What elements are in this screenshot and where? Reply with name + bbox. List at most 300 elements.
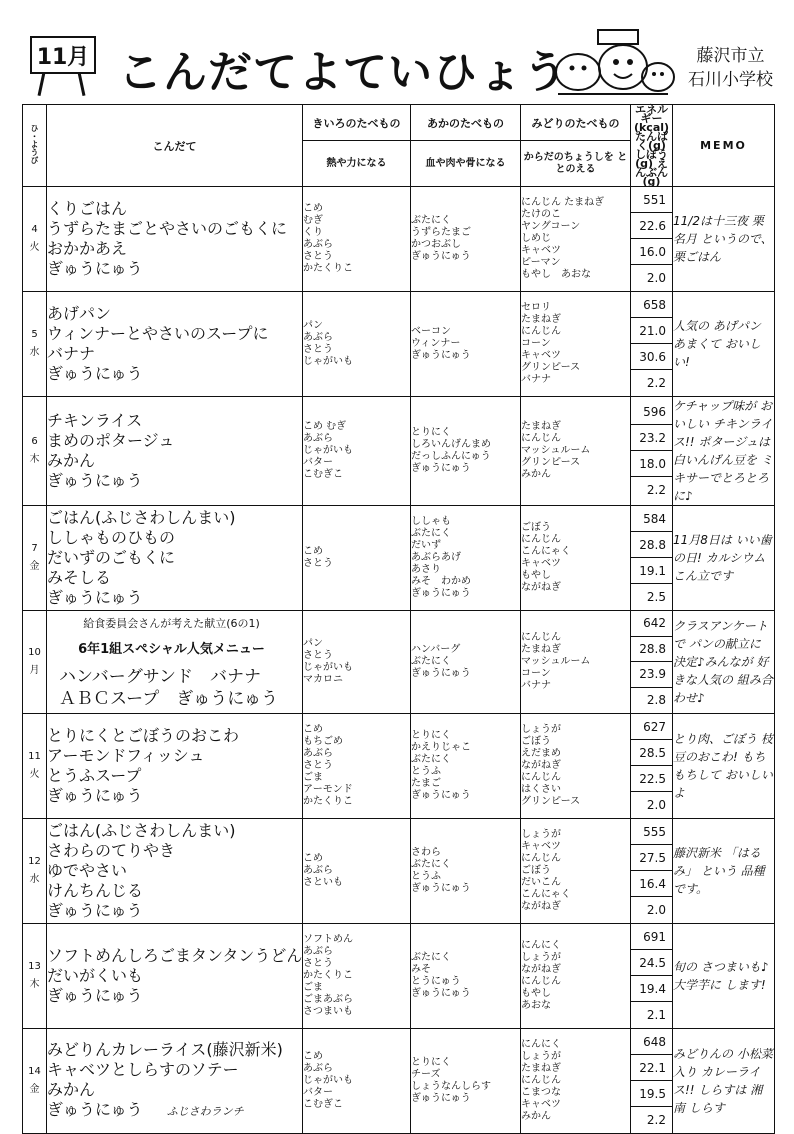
date-number: 14 bbox=[28, 1066, 41, 1077]
dish-name: ＡＢＣスープ ぎゅうにゅう bbox=[59, 689, 278, 709]
dish-note: ふじさわランチ bbox=[166, 1105, 244, 1118]
food-item: ごぼう bbox=[521, 865, 551, 876]
food-item: にんじん bbox=[521, 632, 561, 643]
nutrition-value: 2.1 bbox=[646, 1008, 666, 1022]
food-item: ハンバーグ bbox=[411, 644, 461, 655]
page-header bbox=[0, 0, 794, 104]
date-number: 10 bbox=[28, 647, 41, 658]
food-item: にんにく bbox=[521, 1039, 561, 1050]
dish-cell bbox=[47, 819, 303, 924]
dish-name: くりごはん bbox=[47, 199, 128, 218]
yellow-food-cell bbox=[303, 924, 411, 1029]
weekday: 木 bbox=[29, 979, 40, 990]
food-item: にんにく bbox=[521, 940, 561, 951]
food-item: ソフトめん bbox=[303, 934, 353, 945]
food-item: にんじん bbox=[521, 534, 561, 545]
memo-text: みどりんの 小松菜入り カレーライス!! しらすは 湘南 しらす bbox=[673, 1047, 773, 1115]
food-item: キャベツ bbox=[521, 558, 561, 569]
food-item: グリンピース bbox=[521, 796, 581, 807]
memo-text: 旬の さつまいも♪ 大学芋に します! bbox=[673, 960, 769, 992]
food-item: セロリ bbox=[521, 302, 551, 313]
green-food-cell bbox=[521, 397, 631, 506]
nutrition-value: 19.5 bbox=[631, 1081, 672, 1107]
nutrition-value: 16.0 bbox=[631, 239, 672, 265]
food-item: ごまあぶら bbox=[303, 994, 353, 1005]
food-item: キャベツ bbox=[521, 245, 561, 256]
food-item: たまねぎ bbox=[521, 421, 561, 432]
food-item: さとう bbox=[303, 650, 333, 661]
nutrition-value: 627 bbox=[631, 714, 672, 740]
food-item: ししゃも bbox=[411, 516, 451, 527]
month-label: 11月 bbox=[30, 36, 96, 74]
food-item: じゃがいも bbox=[303, 662, 353, 673]
easel-leg-icon bbox=[78, 72, 86, 96]
school-name: 藤沢市立 石川小学校 bbox=[688, 46, 773, 90]
food-item: あぶら bbox=[303, 748, 333, 759]
food-item: こむぎこ bbox=[303, 469, 343, 480]
food-item: うずらたまご bbox=[411, 227, 471, 238]
menu-row bbox=[23, 611, 775, 714]
nutrition-cell bbox=[631, 611, 673, 714]
day-cell bbox=[23, 1029, 47, 1134]
food-item: しめじ bbox=[521, 233, 551, 244]
green-food-cell bbox=[521, 714, 631, 819]
food-item: ごぼう bbox=[521, 522, 551, 533]
food-item: にんじん bbox=[521, 772, 561, 783]
food-item: さとう bbox=[303, 558, 333, 569]
nutrition-value: 23.9 bbox=[631, 662, 672, 688]
food-item: しょうが bbox=[521, 724, 561, 735]
nutrition-cell bbox=[631, 187, 673, 292]
dish-name: ぎゅうにゅう bbox=[47, 986, 143, 1005]
food-item: にんじん たまねぎ bbox=[521, 197, 605, 208]
dish-name: あげパン bbox=[47, 304, 112, 323]
memo-text: 人気の あげパン あまくて おいしい! bbox=[673, 319, 761, 369]
food-item: ぶたにく bbox=[411, 754, 451, 765]
green-food-cell bbox=[521, 611, 631, 714]
dish-name: ししゃものひもの bbox=[47, 528, 176, 547]
food-item: さとう bbox=[303, 344, 333, 355]
nutrition-value: 22.6 bbox=[631, 213, 672, 239]
food-item: もやし あおな bbox=[521, 269, 591, 280]
memo-cell bbox=[673, 506, 775, 611]
food-item: もやし bbox=[521, 570, 551, 581]
food-item: たまねぎ bbox=[521, 314, 561, 325]
special-menu-title: 6年1組スペシャル人気メニュー bbox=[78, 642, 265, 657]
food-item: たけのこ bbox=[521, 209, 561, 220]
red-food-cell bbox=[411, 819, 521, 924]
food-item: こまつな bbox=[521, 1087, 561, 1098]
food-item: にんじん bbox=[521, 1075, 561, 1086]
food-item: じゃがいも bbox=[303, 1075, 353, 1086]
food-item: ごぼう bbox=[521, 736, 551, 747]
food-item: チーズ bbox=[411, 1069, 441, 1080]
memo-text: 藤沢新米 「はるみ」 という 品種です。 bbox=[673, 846, 765, 896]
food-item: かたくりこ bbox=[303, 970, 353, 981]
dish-cell bbox=[47, 611, 303, 714]
yellow-food-cell bbox=[303, 187, 411, 292]
day-column-header: ひ・ようび bbox=[23, 105, 47, 187]
food-item: あぶら bbox=[303, 433, 333, 444]
yellow-food-cell bbox=[303, 611, 411, 714]
nutrition-cell bbox=[631, 819, 673, 924]
dish-name: ぎゅうにゅう bbox=[47, 259, 143, 278]
food-item: ながねぎ bbox=[521, 964, 561, 975]
food-item: ぎゅうにゅう bbox=[411, 350, 471, 361]
food-item: こんにゃく bbox=[521, 546, 571, 557]
food-item: こんにゃく bbox=[521, 889, 571, 900]
food-item: かえりじゃこ bbox=[411, 742, 471, 753]
nutrition-value: 691 bbox=[631, 924, 672, 950]
food-item: バター bbox=[303, 1087, 333, 1098]
dish-name: ソフトめんしろごまタンタンうどん bbox=[47, 946, 303, 965]
food-item: にんじん bbox=[521, 433, 561, 444]
food-item: たまねぎ bbox=[521, 1063, 561, 1074]
dish-name: みかん bbox=[47, 1080, 96, 1099]
food-item: たまねぎ bbox=[521, 644, 561, 655]
weekday: 金 bbox=[29, 561, 40, 572]
dish-cell bbox=[47, 292, 303, 397]
nutrition-cell bbox=[631, 397, 673, 506]
memo-cell bbox=[673, 819, 775, 924]
red-food-cell bbox=[411, 187, 521, 292]
dish-name: けんちんじる bbox=[47, 881, 144, 900]
food-item: とりにく bbox=[411, 1057, 451, 1068]
food-item: しょうなんしらす bbox=[411, 1081, 491, 1092]
food-item: だいこん bbox=[521, 877, 561, 888]
dish-name: うずらたまごとやさいのごもくに bbox=[47, 219, 288, 238]
weekday: 月 bbox=[29, 665, 40, 676]
dish-name: とりにくとごぼうのおこわ bbox=[47, 726, 240, 745]
date-number: 4 bbox=[31, 224, 38, 235]
food-item: にんじん bbox=[521, 976, 561, 987]
green-food-cell bbox=[521, 506, 631, 611]
dish-name: ゆでやさい bbox=[47, 861, 128, 880]
food-item: グリンピース bbox=[521, 362, 581, 373]
dish-name: だいずのごもくに bbox=[47, 548, 176, 567]
nutrition-value: 2.2 bbox=[646, 483, 666, 497]
day-cell bbox=[23, 714, 47, 819]
food-item: あぶら bbox=[303, 1063, 333, 1074]
food-item: みかん bbox=[521, 1111, 551, 1122]
weekday: 木 bbox=[29, 454, 40, 465]
weekday: 金 bbox=[29, 1084, 40, 1095]
yellow-food-cell bbox=[303, 292, 411, 397]
day-cell bbox=[23, 819, 47, 924]
memo-cell bbox=[673, 187, 775, 292]
nutrition-value: 27.5 bbox=[631, 845, 672, 871]
green-food-cell bbox=[521, 292, 631, 397]
yellow-food-cell bbox=[303, 714, 411, 819]
nutrition-value: 2.0 bbox=[646, 798, 666, 812]
day-cell bbox=[23, 292, 47, 397]
food-item: パン bbox=[303, 638, 323, 649]
food-item: あぶら bbox=[303, 946, 333, 957]
food-item: とうにゅう bbox=[411, 976, 461, 987]
food-item: コーン bbox=[521, 338, 551, 349]
food-item: あぶら bbox=[303, 865, 333, 876]
nutrition-value: 2.2 bbox=[646, 1113, 666, 1127]
dish-name: ぎゅうにゅう bbox=[47, 471, 143, 490]
memo-cell bbox=[673, 1029, 775, 1134]
food-item: もちごめ bbox=[303, 736, 343, 747]
date-number: 11 bbox=[28, 751, 41, 762]
food-item: バナナ bbox=[521, 374, 551, 385]
food-item: さとう bbox=[303, 958, 333, 969]
food-item: かつおぶし bbox=[411, 239, 461, 250]
dish-name: みかん bbox=[47, 451, 96, 470]
food-item: ぎゅうにゅう bbox=[411, 251, 471, 262]
nutrition-value: 648 bbox=[631, 1029, 672, 1055]
food-item: あぶらあげ bbox=[411, 552, 461, 563]
nutrition-value: 642 bbox=[631, 611, 672, 637]
dish-name: みどりんカレーライス(藤沢新米) bbox=[47, 1040, 283, 1059]
food-item: かたくりこ bbox=[303, 263, 353, 274]
nutrition-value: 584 bbox=[631, 506, 672, 532]
dish-name: ぎゅうにゅう bbox=[47, 588, 143, 607]
food-item: とりにく bbox=[411, 427, 451, 438]
food-item: じゃがいも bbox=[303, 356, 353, 367]
food-item: もやし bbox=[521, 988, 551, 999]
food-item: ぎゅうにゅう bbox=[411, 588, 471, 599]
food-item: ぎゅうにゅう bbox=[411, 790, 471, 801]
nutrition-cell bbox=[631, 1029, 673, 1134]
dish-name: まめのポタージュ bbox=[47, 431, 175, 450]
nutrition-value: 19.1 bbox=[631, 558, 672, 584]
nutrition-cell bbox=[631, 924, 673, 1029]
nutrition-value: 18.0 bbox=[631, 451, 672, 477]
nutrition-value: 23.2 bbox=[631, 425, 672, 451]
food-item: かたくりこ bbox=[303, 796, 353, 807]
food-item: こめ bbox=[303, 724, 323, 735]
food-item: グリンピース bbox=[521, 457, 581, 468]
dish-name: ウィンナーとやさいのスープに bbox=[47, 324, 269, 343]
food-item: とりにく bbox=[411, 730, 451, 741]
food-item: ながねぎ bbox=[521, 901, 561, 912]
food-item: コーン bbox=[521, 668, 551, 679]
day-cell bbox=[23, 924, 47, 1029]
food-item: ウィンナー bbox=[411, 338, 461, 349]
memo-text: 11/2は十三夜 栗名月 というので、栗ごはん bbox=[673, 214, 773, 264]
menu-row bbox=[23, 397, 775, 506]
dish-cell bbox=[47, 714, 303, 819]
menu-table bbox=[22, 104, 775, 1134]
memo-column-header: MEMO bbox=[673, 105, 775, 187]
food-item: ぶたにく bbox=[411, 215, 451, 226]
memo-text: ケチャップ味が おいしい チキンライス!! ポタージュは 白いんげん豆を ミキサーでとろとろに♪ bbox=[673, 399, 773, 503]
nutrition-value: 30.6 bbox=[631, 344, 672, 370]
dish-name: おかかあえ bbox=[47, 239, 128, 258]
yellow-column-header: きいろのたべもの bbox=[303, 105, 411, 141]
food-item: ピーマン bbox=[521, 257, 561, 268]
memo-cell bbox=[673, 611, 775, 714]
dish-name: ハンバーグサンド バナナ bbox=[59, 667, 261, 687]
dish-name: バナナ bbox=[47, 344, 96, 363]
weekday: 水 bbox=[29, 874, 40, 885]
nutrition-value: 22.1 bbox=[631, 1055, 672, 1081]
nutrition-value: 28.8 bbox=[631, 532, 672, 558]
nutrition-value: 658 bbox=[631, 292, 672, 318]
red-food-cell bbox=[411, 397, 521, 506]
nutrition-value: 22.5 bbox=[631, 766, 672, 792]
food-item: むぎ bbox=[303, 215, 323, 226]
yellow-food-cell bbox=[303, 397, 411, 506]
nutrition-value: 2.0 bbox=[646, 903, 666, 917]
green-subheader: からだのちょうしを ととのえる bbox=[521, 141, 631, 187]
nutrition-value: 19.4 bbox=[631, 976, 672, 1002]
dish-name: キャベツとしらすのソテー bbox=[47, 1060, 239, 1079]
memo-cell bbox=[673, 292, 775, 397]
weekday: 水 bbox=[29, 347, 40, 358]
kondate-column-header: こんだて bbox=[47, 105, 303, 187]
date-number: 6 bbox=[31, 436, 38, 447]
food-item: しょうが bbox=[521, 829, 561, 840]
nutrition-value: 2.5 bbox=[646, 590, 666, 604]
menu-row bbox=[23, 819, 775, 924]
food-item: ぎゅうにゅう bbox=[411, 1093, 471, 1104]
red-food-cell bbox=[411, 924, 521, 1029]
menu-row bbox=[23, 506, 775, 611]
date-number: 12 bbox=[28, 856, 41, 867]
food-item: にんじん bbox=[521, 326, 561, 337]
dish-name: ぎゅうにゅう bbox=[47, 364, 143, 383]
food-item: こめ bbox=[303, 853, 323, 864]
red-column-header: あかのたべもの bbox=[411, 105, 521, 141]
red-food-cell bbox=[411, 506, 521, 611]
food-item: あぶら bbox=[303, 332, 333, 343]
dish-name: ぎゅうにゅう bbox=[47, 786, 143, 805]
food-item: あおな bbox=[521, 1000, 551, 1011]
food-item: ながねぎ bbox=[521, 582, 561, 593]
food-item: さつまいも bbox=[303, 1006, 353, 1017]
food-item: こむぎこ bbox=[303, 1099, 343, 1110]
food-item: マッシュルーム bbox=[521, 445, 591, 456]
green-food-cell bbox=[521, 187, 631, 292]
special-menu-note: 給食委員会さんが考えた献立(6の1) bbox=[83, 617, 260, 630]
nutrition-value: 2.8 bbox=[646, 693, 666, 708]
food-item: とうふ bbox=[411, 871, 441, 882]
nutrition-value: 2.0 bbox=[646, 271, 666, 285]
date-number: 5 bbox=[31, 329, 38, 340]
food-item: たまご bbox=[411, 778, 441, 789]
day-cell bbox=[23, 397, 47, 506]
red-food-cell bbox=[411, 1029, 521, 1134]
food-item: だっしふんにゅう bbox=[411, 451, 491, 462]
nutrition-value: 21.0 bbox=[631, 318, 672, 344]
dish-name: ぎゅうにゅう bbox=[47, 901, 143, 920]
food-item: パン bbox=[303, 320, 323, 331]
food-item: にんじん bbox=[521, 853, 561, 864]
memo-text: とり肉、ごぼう 枝豆のおこわ! もちもちして おいしいよ bbox=[673, 732, 773, 800]
date-number: 13 bbox=[28, 961, 41, 972]
menu-row bbox=[23, 924, 775, 1029]
yellow-food-cell bbox=[303, 819, 411, 924]
nutrition-value: 24.5 bbox=[631, 950, 672, 976]
food-item: アーモンド bbox=[303, 784, 353, 795]
food-item: こめ bbox=[303, 203, 323, 214]
food-item: しろいんげんまめ bbox=[411, 439, 491, 450]
dish-name: アーモンドフィッシュ bbox=[47, 746, 205, 765]
day-cell bbox=[23, 506, 47, 611]
dish-cell bbox=[47, 924, 303, 1029]
weekday: 火 bbox=[29, 769, 40, 780]
green-food-cell bbox=[521, 819, 631, 924]
dish-cell bbox=[47, 506, 303, 611]
food-item: しょうが bbox=[521, 952, 561, 963]
nutrition-value: 555 bbox=[631, 819, 672, 845]
food-item: こめ むぎ bbox=[303, 421, 347, 432]
dish-name: とうふスープ bbox=[47, 766, 142, 785]
dish-name: チキンライス bbox=[47, 411, 143, 430]
food-item: さわら bbox=[411, 847, 441, 858]
dish-cell bbox=[47, 1029, 303, 1134]
food-item: みそ bbox=[411, 964, 431, 975]
memo-cell bbox=[673, 924, 775, 1029]
mascot-illustration-icon bbox=[548, 22, 678, 100]
memo-cell bbox=[673, 714, 775, 819]
food-item: ごま bbox=[303, 772, 323, 783]
nutrition-value: 16.4 bbox=[631, 871, 672, 897]
food-item: ながねぎ bbox=[521, 760, 561, 771]
red-food-cell bbox=[411, 292, 521, 397]
food-item: バナナ bbox=[521, 680, 551, 691]
food-item: ぎゅうにゅう bbox=[411, 463, 471, 474]
easel-leg-icon bbox=[38, 72, 46, 96]
nutrition-value: 2.2 bbox=[646, 376, 666, 390]
food-item: みかん bbox=[521, 469, 551, 480]
green-food-cell bbox=[521, 1029, 631, 1134]
food-item: マッシュルーム bbox=[521, 656, 591, 667]
dish-name: ごはん(ふじさわしんまい) bbox=[47, 821, 236, 840]
yellow-food-cell bbox=[303, 506, 411, 611]
weekday: 火 bbox=[29, 242, 40, 253]
memo-cell bbox=[673, 397, 775, 506]
day-cell bbox=[23, 187, 47, 292]
dish-name: ぎゅうにゅう bbox=[47, 1100, 143, 1119]
food-item: こめ bbox=[303, 1051, 323, 1062]
nutrition-column-header: エネルギー(kcal) たんぱく(g) しぼう(g) えんぶん(g) bbox=[631, 105, 673, 187]
food-item: えだまめ bbox=[521, 748, 561, 759]
food-item: あさり bbox=[411, 564, 441, 575]
nutrition-cell bbox=[631, 506, 673, 611]
nutrition-value: 596 bbox=[631, 399, 672, 425]
green-column-header: みどりのたべもの bbox=[521, 105, 631, 141]
dish-cell bbox=[47, 397, 303, 506]
memo-text: クラスアンケートで パンの献立に 決定♪みんなが 好きな人気の 組み合わせ♪ bbox=[673, 619, 773, 705]
dish-cell bbox=[47, 187, 303, 292]
food-item: はくさい bbox=[521, 784, 561, 795]
food-item: ベーコン bbox=[411, 326, 451, 337]
nutrition-value: 28.5 bbox=[631, 740, 672, 766]
food-item: くり bbox=[303, 227, 323, 238]
dish-name: さわらのてりやき bbox=[47, 841, 176, 860]
food-item: ぶたにく bbox=[411, 656, 451, 667]
food-item: ぶたにく bbox=[411, 952, 451, 963]
food-item: しょうが bbox=[521, 1051, 561, 1062]
food-item: マカロニ bbox=[303, 674, 343, 685]
food-item: キャベツ bbox=[521, 841, 561, 852]
food-item: みそ わかめ bbox=[411, 576, 471, 587]
food-item: ぎゅうにゅう bbox=[411, 883, 471, 894]
menu-row bbox=[23, 1029, 775, 1134]
dish-name: ごはん(ふじさわしんまい) bbox=[47, 508, 236, 527]
yellow-subheader: 熱や力になる bbox=[303, 141, 411, 187]
food-item: ヤングコーン bbox=[521, 221, 581, 232]
food-item: だいず bbox=[411, 540, 441, 551]
food-item: あぶら bbox=[303, 239, 333, 250]
food-item: こめ bbox=[303, 546, 323, 557]
menu-row bbox=[23, 187, 775, 292]
